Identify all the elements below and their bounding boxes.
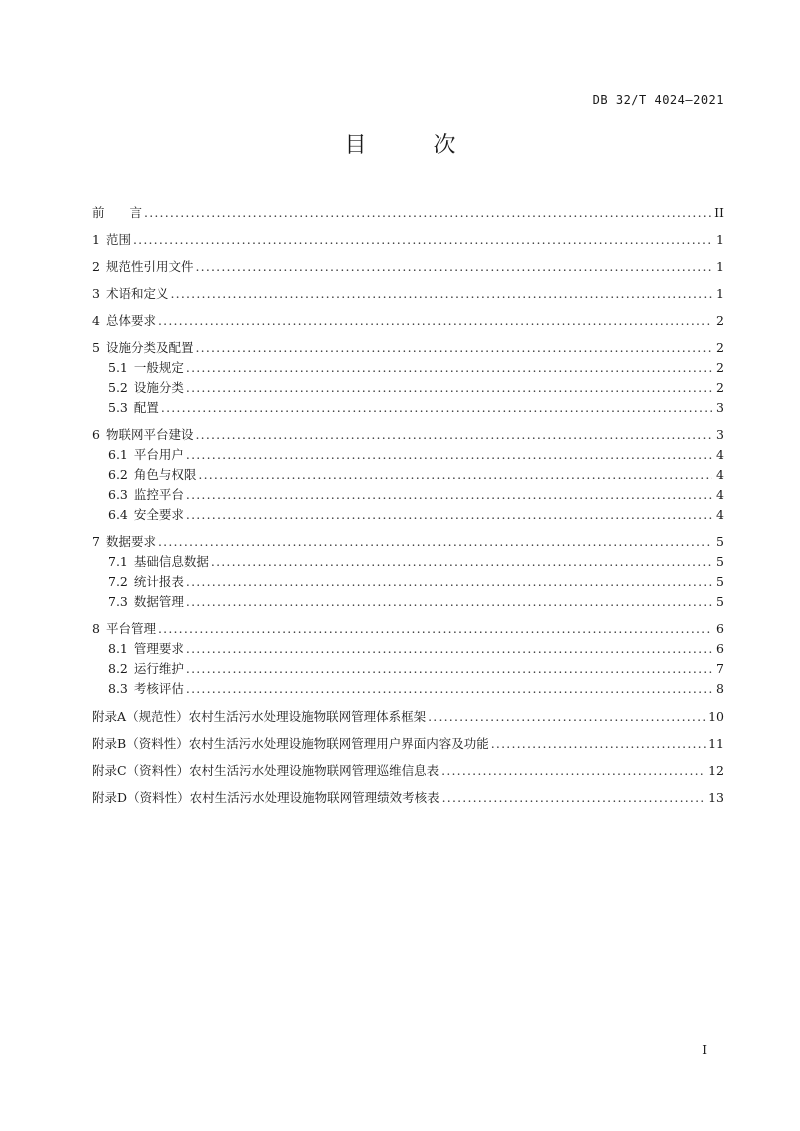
toc-entry-label: 设施分类及配置 <box>105 340 194 355</box>
toc-entry[interactable] <box>108 592 724 612</box>
toc-entry-page: 2 <box>716 380 724 395</box>
appendix-letter: D <box>117 790 128 805</box>
toc-entry-label: 安全要求 <box>133 507 184 522</box>
appendix-page: 13 <box>708 790 724 805</box>
toc-entry-number: 6 <box>92 427 100 442</box>
dot-leader <box>428 706 706 728</box>
toc-entry-number: 8 <box>92 621 100 636</box>
toc-entry[interactable] <box>108 552 724 572</box>
toc-entry-number: 5 <box>92 340 100 355</box>
appendix-nature: （资料性） <box>127 790 190 805</box>
dot-leader <box>442 787 707 809</box>
toc-entry-number: 1 <box>92 232 100 247</box>
appendix-nature: （资料性） <box>126 763 190 778</box>
toc-entry-label: 范围 <box>105 232 131 247</box>
toc-entry-number: 5.1 <box>108 360 128 375</box>
toc-entry-page: 5 <box>716 554 724 569</box>
dot-leader <box>158 532 712 552</box>
toc-entry[interactable] <box>108 378 724 398</box>
dot-leader <box>158 619 712 639</box>
toc-entry-page: 2 <box>716 360 724 375</box>
toc-entry-page: 5 <box>716 574 724 589</box>
toc-entry-label: 角色与权限 <box>133 467 197 482</box>
toc-entry-label: 考核评估 <box>133 681 184 696</box>
dot-leader <box>441 760 706 782</box>
toc-entry-page: 6 <box>716 621 724 636</box>
dot-leader <box>198 465 712 485</box>
toc-entry-number: 6.3 <box>108 487 128 502</box>
appendix-word: 录 <box>104 763 118 778</box>
toc-entry-label: 监控平台 <box>133 487 184 502</box>
dot-leader <box>186 485 712 505</box>
appendix-word: 录 <box>104 709 118 724</box>
appendix-letter: C <box>117 763 127 778</box>
appendix-letter: A <box>117 709 127 724</box>
appendix-nature: （规范性） <box>126 709 189 724</box>
toc-entry-number: 5.2 <box>108 380 128 395</box>
toc-entry-page: 4 <box>716 487 724 502</box>
toc-entry-number: 5.3 <box>108 400 128 415</box>
appendix-word: 录 <box>104 790 118 805</box>
std-code: DB 32/T 4024—2021 <box>592 93 724 107</box>
toc-entry-number: 3 <box>92 286 100 301</box>
toc-entry-label: 规范性引用文件 <box>105 259 194 274</box>
appendix-page: 12 <box>708 763 724 778</box>
toc-entry[interactable] <box>92 425 724 445</box>
toc-entry-number: 7 <box>92 534 100 549</box>
footer-page-number: I <box>702 1043 707 1057</box>
dot-leader <box>186 659 712 679</box>
toc-entry[interactable] <box>108 639 724 659</box>
toc-entry[interactable] <box>92 619 724 639</box>
appendix-letter: B <box>117 736 127 751</box>
dot-leader <box>186 378 712 398</box>
toc-entry[interactable] <box>108 659 724 679</box>
toc-entry[interactable] <box>108 679 724 699</box>
appendix-page: 10 <box>708 709 724 724</box>
dot-leader <box>144 203 712 223</box>
toc-entry-label: 术语和定义 <box>105 286 169 301</box>
toc-entry-number: 7.2 <box>108 574 128 589</box>
toc-entry-label: 配置 <box>133 400 159 415</box>
toc-entry-number: 8.1 <box>108 641 128 656</box>
dot-leader <box>195 338 712 358</box>
toc-entry-label: 总体要求 <box>105 313 156 328</box>
dot-leader <box>186 445 712 465</box>
toc-entry-page: 4 <box>716 467 724 482</box>
toc-entry-number: 8.2 <box>108 661 128 676</box>
appendix-entry[interactable] <box>92 706 724 728</box>
toc-entry-number: 4 <box>92 313 100 328</box>
dot-leader <box>133 230 712 250</box>
toc-entry-label: 平台用户 <box>133 447 184 462</box>
dot-leader <box>158 311 712 331</box>
appendix-word: 录 <box>104 736 118 751</box>
dot-leader <box>186 505 712 525</box>
dot-leader <box>195 425 712 445</box>
dot-leader <box>186 639 712 659</box>
dot-leader <box>186 592 712 612</box>
toc-entry-label: 一般规定 <box>133 360 184 375</box>
toc-entry-label: 运行维护 <box>133 661 184 676</box>
appendix-entry[interactable] <box>92 733 724 755</box>
appendix-nature: （资料性） <box>126 736 189 751</box>
toc-entry[interactable] <box>92 311 724 331</box>
toc-entry-page: 8 <box>716 681 724 696</box>
toc-entry-page: 5 <box>716 594 724 609</box>
appendix-prefix: 附 <box>92 736 105 751</box>
toc-entry-page: 1 <box>716 286 724 301</box>
appendix-page: 11 <box>708 736 724 751</box>
toc-entry[interactable] <box>108 465 724 485</box>
appendix-prefix: 附 <box>92 763 105 778</box>
appendix-prefix: 附 <box>92 790 105 805</box>
appendix-title: 农村生活污水处理设施物联网管理绩效考核表 <box>189 790 440 805</box>
appendix-entry[interactable] <box>92 787 724 809</box>
toc-entry-page: 7 <box>716 661 724 676</box>
toc-entry-number: 7.3 <box>108 594 128 609</box>
toc-entry-number: 6.2 <box>108 467 128 482</box>
appendix-title: 农村生活污水处理设施物联网管理体系框架 <box>188 709 427 724</box>
toc-entry-page: 2 <box>716 340 724 355</box>
page-title: 目 次 <box>344 133 486 158</box>
toc-entry[interactable] <box>108 398 724 418</box>
appendix-title: 农村生活污水处理设施物联网管理巡维信息表 <box>189 763 440 778</box>
dot-leader <box>186 358 712 378</box>
toc-entry[interactable] <box>108 485 724 505</box>
toc-entry-number: 7.1 <box>108 554 128 569</box>
toc-entry-page: 6 <box>716 641 724 656</box>
appendix-entry[interactable] <box>92 760 724 782</box>
toc-entry-label: 前 言 <box>92 205 143 220</box>
dot-leader <box>170 284 712 304</box>
appendix-title: 农村生活污水处理设施物联网管理用户界面内容及功能 <box>188 736 489 751</box>
appendix-prefix: 附 <box>92 709 105 724</box>
toc-entry-page: 4 <box>716 507 724 522</box>
dot-leader <box>186 572 712 592</box>
toc-entry-page: 3 <box>716 400 724 415</box>
toc-entry[interactable] <box>92 230 724 250</box>
toc-entry[interactable] <box>92 532 724 552</box>
toc-entry-page: 3 <box>716 427 724 442</box>
toc-entry-label: 基础信息数据 <box>133 554 209 569</box>
toc-entry[interactable] <box>108 358 724 378</box>
toc-entry[interactable] <box>92 284 724 304</box>
dot-leader <box>186 679 712 699</box>
toc-entry-page: 1 <box>716 259 724 274</box>
toc-entry-number: 6.1 <box>108 447 128 462</box>
toc-entry-page: 4 <box>716 447 724 462</box>
toc-entry-page: 1 <box>716 232 724 247</box>
toc-entry[interactable] <box>108 445 724 465</box>
toc-entry-label: 设施分类 <box>133 380 184 395</box>
toc-entry-label: 物联网平台建设 <box>105 427 194 442</box>
toc-entry-label: 统计报表 <box>133 574 184 589</box>
toc-entry-number: 8.3 <box>108 681 128 696</box>
toc-entry-number: 2 <box>92 259 100 274</box>
toc-entry[interactable] <box>108 572 724 592</box>
toc-entry-page: 2 <box>716 313 724 328</box>
toc-entry-label: 管理要求 <box>133 641 184 656</box>
toc-entry-label: 数据要求 <box>105 534 156 549</box>
toc-entry[interactable] <box>92 338 724 358</box>
toc-entry-label: 平台管理 <box>105 621 156 636</box>
dot-leader <box>161 398 712 418</box>
toc-entry-number: 6.4 <box>108 507 128 522</box>
toc-entry-page: II <box>714 205 724 220</box>
toc-entry[interactable] <box>108 505 724 525</box>
toc-entry[interactable] <box>92 203 724 223</box>
dot-leader <box>211 552 712 572</box>
toc-entry[interactable] <box>92 257 724 277</box>
dot-leader <box>491 733 706 755</box>
toc-entry-label: 数据管理 <box>133 594 184 609</box>
dot-leader <box>195 257 712 277</box>
toc-entry-page: 5 <box>716 534 724 549</box>
